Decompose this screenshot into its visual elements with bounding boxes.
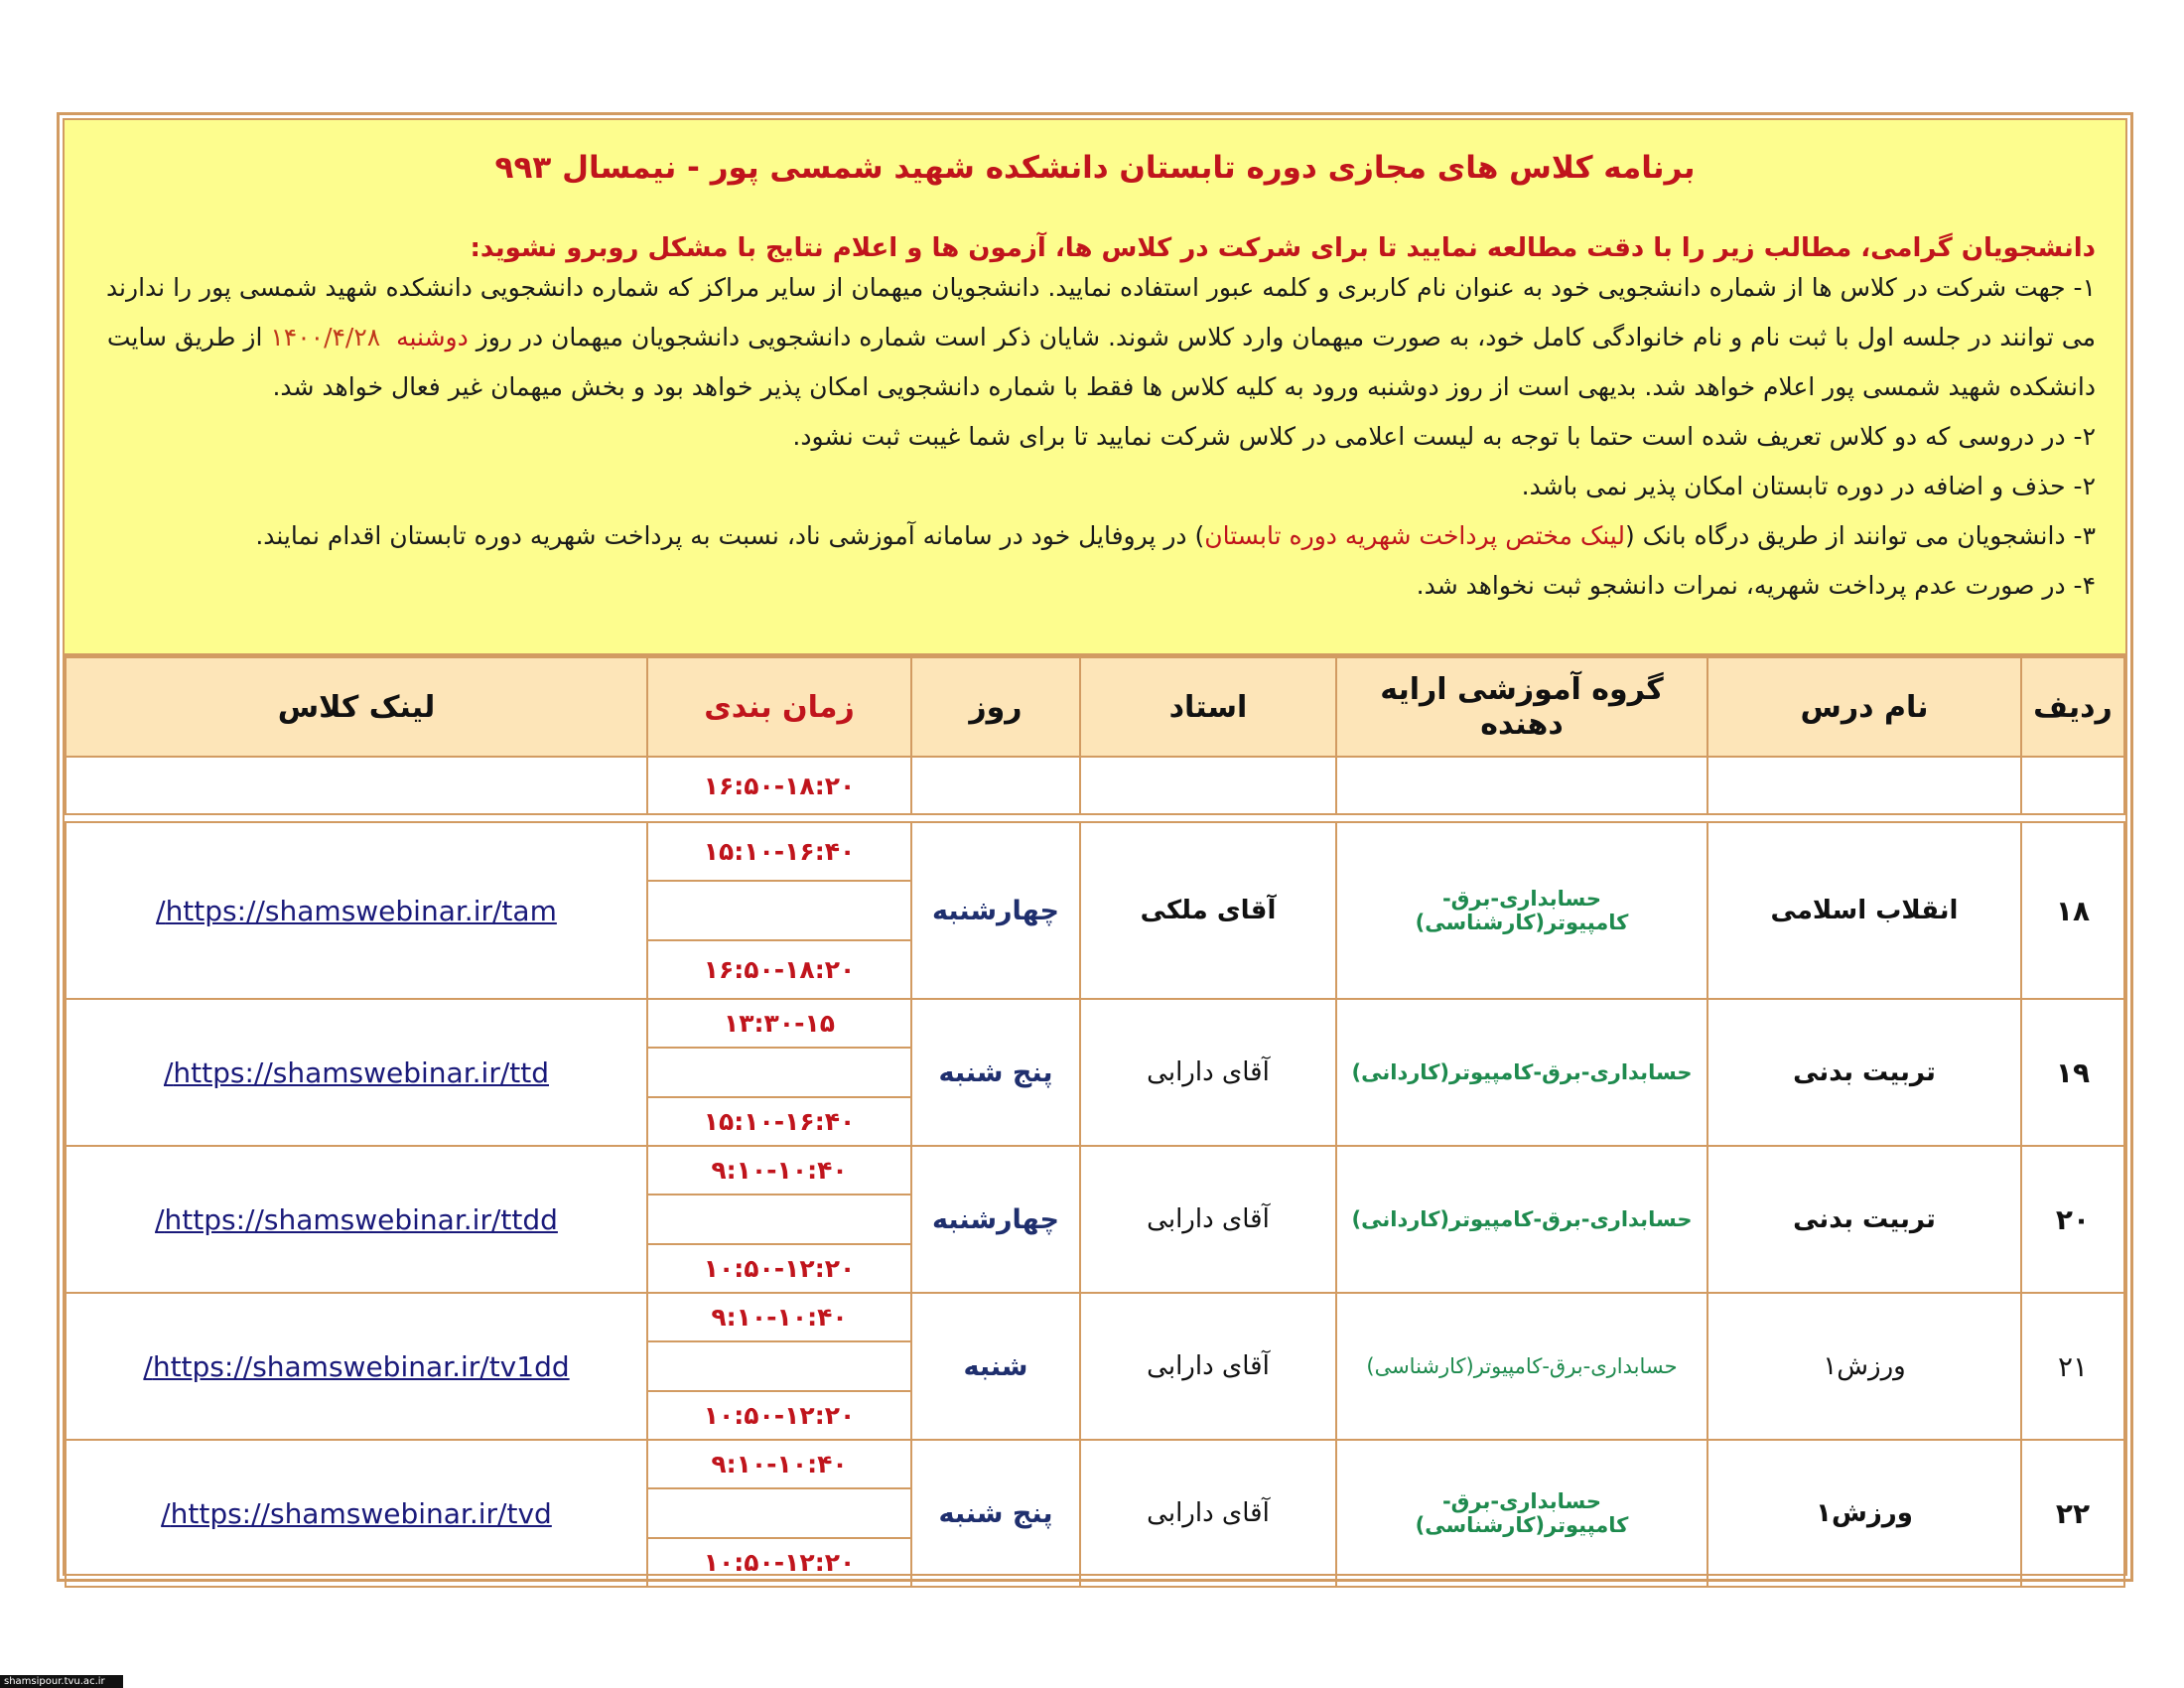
time-cell — [647, 1293, 911, 1440]
page-title: برنامه کلاس های مجازی دوره تابستان دانشکده شهید شمسی پور - نیمسال ۹۹۳ — [494, 150, 1696, 186]
group-name: حسابداری-برق-کامپیوتر(کارشناسی) — [1336, 822, 1707, 999]
time-cell — [647, 1146, 911, 1293]
group-name: حسابداری-برق-کامپیوتر(کارشناسی) — [1336, 1440, 1707, 1587]
link-cell — [66, 999, 647, 1146]
notice-item-1-text-b: از طریق سایت دانشکده شهید شمسی پور اعلام خواهد شد. بدیهی است از روز دوشنبه ورود به کلیه کلاس ها فقط با شماره دانشجویی امکان پذیر خواهد بود و بخش میهمان غیر فعال خواهد شد. — [106, 323, 2096, 401]
group-name: حسابداری-برق-کامپیوتر(کارشناسی) — [1336, 1293, 1707, 1440]
cell-empty — [1080, 757, 1336, 814]
document-inner — [63, 118, 2127, 1576]
notice-item-1 — [94, 263, 2096, 412]
header-group: گروه آموزشی ارایه دهنده — [1336, 657, 1707, 757]
cell-empty — [1336, 757, 1707, 814]
cell-empty — [1707, 757, 2021, 814]
notice-item-1-text-a: ۱- جهت شرکت در کلاس ها از شماره دانشجویی خود به عنوان نام کاربری و کلمه عبور استفاده نمایید. دانشجویان میهمان از سایر مراکز که شماره دانشجویی دانشکده شهید شمسی پور را ندارند می توانند در جلسه اول با ثبت نام و نام خانوادگی کامل خود، به صورت میهمان وارد کلاس شوند. شایان ذکر است شماره دانشجویی دانشجویان میهمان در روز — [105, 273, 2096, 352]
group-name: حسابداری-برق-کامپیوتر(کاردانی) — [1336, 1146, 1707, 1293]
time-cell — [647, 822, 911, 999]
group-name: حسابداری-برق-کامپیوتر(کاردانی) — [1336, 999, 1707, 1146]
link-cell — [66, 1440, 647, 1587]
time-slot: ۹:۱۰-۱۰:۴۰ — [711, 1303, 848, 1333]
time-cell — [647, 999, 911, 1146]
class-day: چهارشنبه — [911, 822, 1080, 999]
class-day: شنبه — [911, 1293, 1080, 1440]
header-day: روز — [911, 657, 1080, 757]
cell-empty — [2021, 757, 2124, 814]
link-cell — [66, 1146, 647, 1293]
time-cell — [647, 757, 911, 814]
notice-item-4-text-a: ۳- دانشجویان می توانند از طریق درگاه بانک ( — [1624, 521, 2096, 550]
time-cell — [647, 1440, 911, 1587]
row-gap — [66, 814, 2124, 822]
course-name: تربیت بدنی — [1707, 999, 2021, 1146]
class-link[interactable]: https://shamswebinar.ir/tam/ — [156, 894, 557, 927]
class-link[interactable]: https://shamswebinar.ir/tvd/ — [161, 1496, 552, 1530]
time-slot-empty — [648, 1047, 910, 1095]
time-slot-empty — [648, 880, 910, 938]
course-name: انقلاب اسلامی — [1707, 822, 2021, 999]
cell-empty — [66, 757, 647, 814]
table-row — [66, 1440, 2124, 1587]
header-row-number: ردیف — [2021, 657, 2124, 757]
row-number: ۲۱ — [2021, 1293, 2124, 1440]
header-course: نام درس — [1707, 657, 2021, 757]
course-name: ورزش۱ — [1707, 1440, 2021, 1587]
time-slot-empty — [648, 1487, 910, 1536]
time-slot: ۱۰:۵۰-۱۲:۲۰ — [648, 1390, 910, 1439]
table-row — [66, 999, 2124, 1146]
class-day: پنج شنبه — [911, 999, 1080, 1146]
tuition-payment-link[interactable]: لینک مختص پرداخت شهریه دوره تابستان — [1204, 521, 1625, 550]
document-frame — [57, 112, 2133, 1582]
row-number: ۲۰ — [2021, 1146, 2124, 1293]
table-row — [66, 822, 2124, 999]
notice-item-2: ۲- در دروسی که دو کلاس تعریف شده است حتما با توجه به لیست اعلامی در کلاس شرکت نمایید تا برای شما غیبت ثبت نشود. — [792, 422, 2096, 451]
greeting: دانشجویان گرامی، مطالب زیر را با دقت مطالعه نمایید تا برای شرکت در کلاس ها، آزمون ها و اعلام نتایج با مشکل روبرو نشوید: — [470, 233, 2096, 263]
table-row-partial — [66, 757, 2124, 814]
professor-name: آقای دارابی — [1080, 999, 1336, 1146]
notice-box — [65, 120, 2125, 656]
table-row — [66, 1146, 2124, 1293]
time-slot: ۱۰:۵۰-۱۲:۲۰ — [648, 1537, 910, 1586]
notice-paragraphs — [94, 263, 2096, 611]
header-time: زمان بندی — [647, 657, 911, 757]
class-link[interactable]: https://shamswebinar.ir/tv1dd/ — [143, 1349, 570, 1383]
class-link[interactable]: https://shamswebinar.ir/ttdd/ — [155, 1202, 558, 1236]
header-link: لینک کلاس — [66, 657, 647, 757]
class-link[interactable]: https://shamswebinar.ir/ttd/ — [163, 1055, 550, 1089]
time-slot: ۹:۱۰-۱۰:۴۰ — [711, 1156, 848, 1186]
row-number: ۱۹ — [2021, 999, 2124, 1146]
course-name: تربیت بدنی — [1707, 1146, 2021, 1293]
time-slot: ۱۰:۵۰-۱۲:۲۰ — [648, 1243, 910, 1292]
professor-name: آقای دارابی — [1080, 1146, 1336, 1293]
row-number: ۱۸ — [2021, 822, 2124, 999]
professor-name: آقای ملکی — [1080, 822, 1336, 999]
gap-cell — [66, 814, 2124, 822]
cell-empty — [911, 757, 1080, 814]
notice-item-5: ۴- در صورت عدم پرداخت شهریه، نمرات دانشجو ثبت نخواهد شد. — [1416, 571, 2096, 600]
time-slot: ۱۶:۵۰-۱۸:۲۰ — [648, 939, 910, 998]
time-slot-empty — [648, 1340, 910, 1389]
notice-item-4 — [94, 511, 2096, 561]
table-row — [66, 1293, 2124, 1440]
notice-day: دوشنبه — [396, 323, 469, 352]
class-day: چهارشنبه — [911, 1146, 1080, 1293]
notice-item-3: ۲- حذف و اضافه در دوره تابستان امکان پذیر نمی باشد. — [1521, 472, 2096, 500]
notice-date: ۱۴۰۰/۴/۲۸ — [270, 323, 381, 352]
class-day: پنج شنبه — [911, 1440, 1080, 1587]
schedule-table — [65, 656, 2125, 1588]
time-slot-empty — [648, 1194, 910, 1242]
time-slot: ۱۵:۱۰-۱۶:۴۰ — [648, 1096, 910, 1145]
link-cell — [66, 1293, 647, 1440]
row-number: ۲۲ — [2021, 1440, 2124, 1587]
time-slot: ۱۳:۳۰-۱۵ — [724, 1009, 835, 1039]
professor-name: آقای دارابی — [1080, 1293, 1336, 1440]
header-professor: استاد — [1080, 657, 1336, 757]
footer-watermark: shamsipour.tvu.ac.ir — [0, 1675, 123, 1688]
link-cell — [66, 822, 647, 999]
course-name: ورزش۱ — [1707, 1293, 2021, 1440]
table-header-row — [66, 657, 2124, 757]
time-slot: ۱۵:۱۰-۱۶:۴۰ — [703, 837, 856, 867]
professor-name: آقای دارابی — [1080, 1440, 1336, 1587]
time-slot: ۹:۱۰-۱۰:۴۰ — [711, 1450, 848, 1479]
notice-item-4-text-b: ) در پروفایل خود در سامانه آموزشی ناد، نسبت به پرداخت شهریه دوره تابستان اقدام نمایند. — [255, 521, 1205, 550]
time-slot: ۱۶:۵۰-۱۸:۲۰ — [703, 771, 856, 800]
